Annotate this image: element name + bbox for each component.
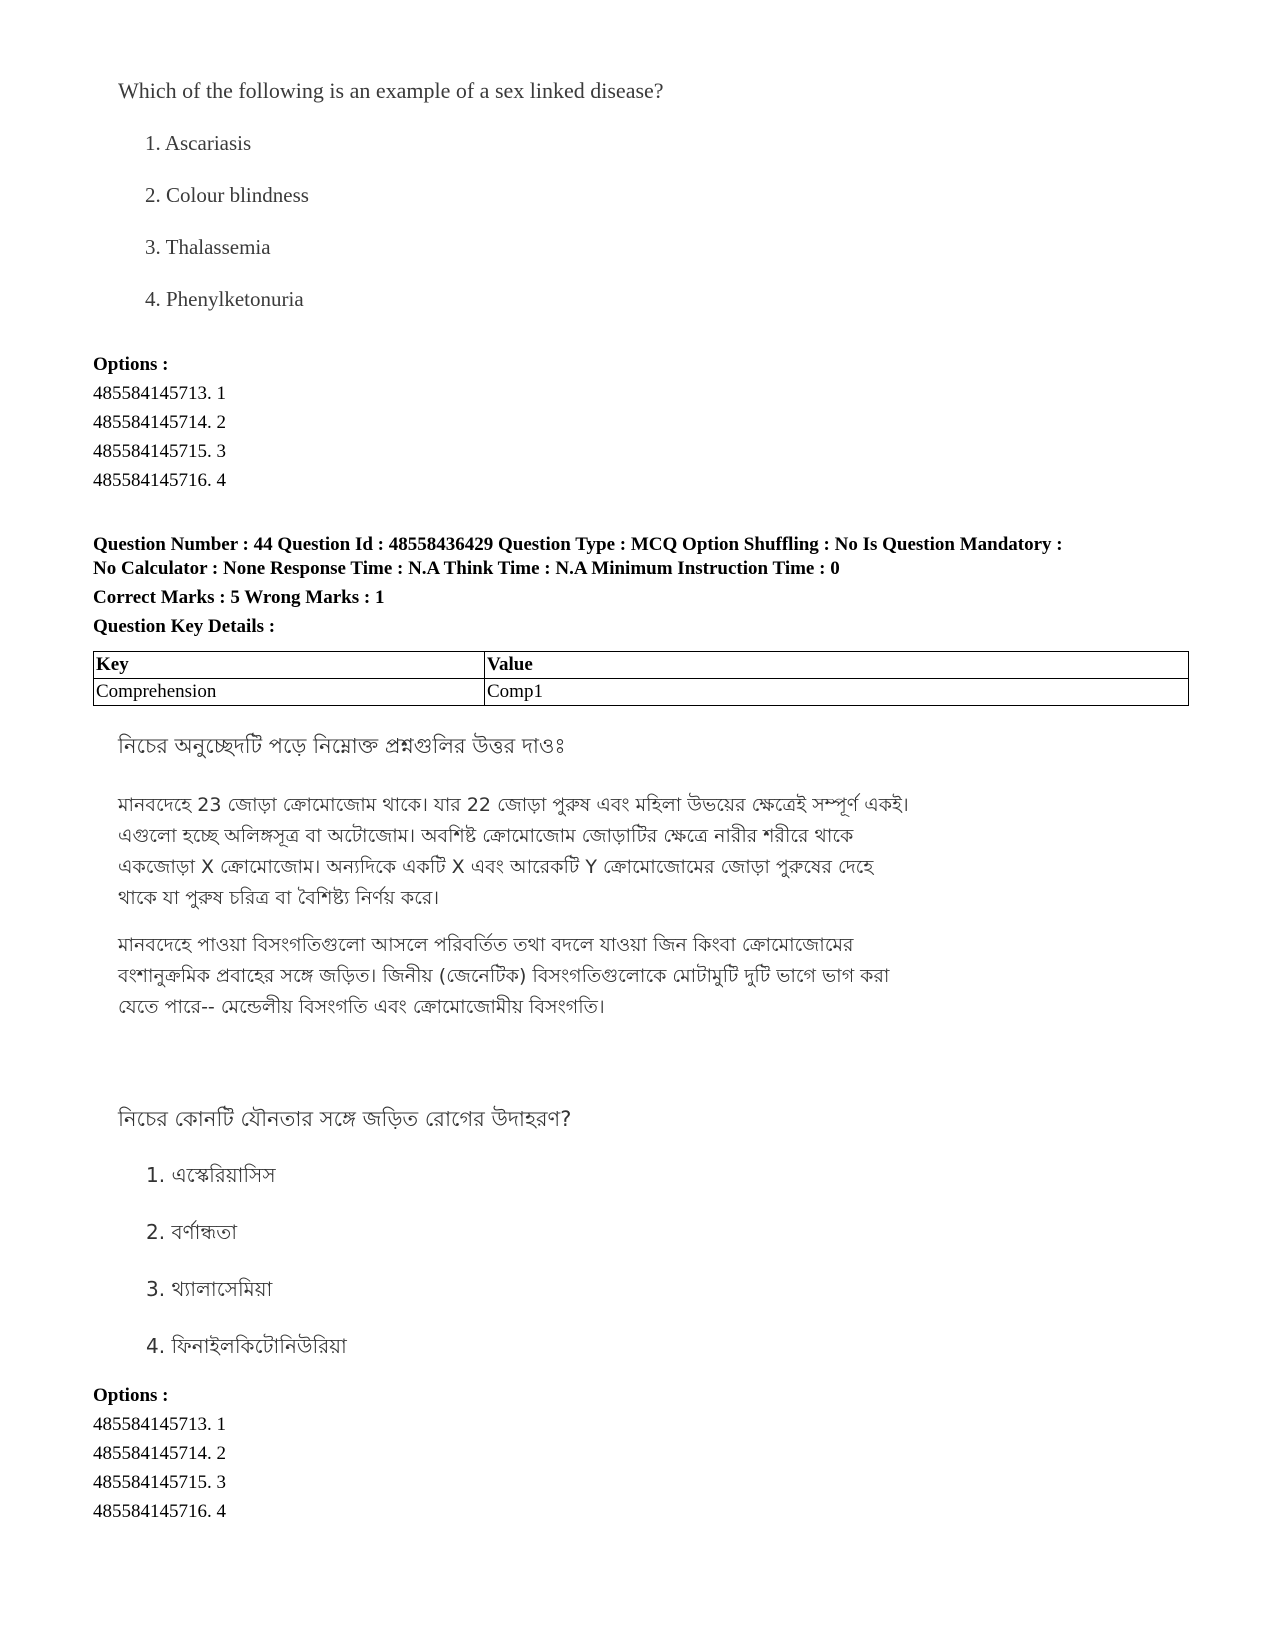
options-label: Options : bbox=[93, 354, 169, 375]
passage-line: থাকে যা পুরুষ চরিত্র বা বৈশিষ্ট্য নির্ণয় করে। bbox=[118, 887, 440, 909]
bengali-question-image bbox=[118, 1103, 818, 1373]
bengali-passage-image bbox=[118, 730, 1168, 1030]
option-id-line: 485584145713. 1 bbox=[93, 1414, 226, 1435]
table-header-key: Key bbox=[94, 652, 485, 679]
option-id-line: 485584145715. 3 bbox=[93, 441, 226, 462]
english-option-1: 1. Ascariasis bbox=[145, 131, 252, 155]
option-id-line: 485584145715. 3 bbox=[93, 1472, 226, 1493]
passage-line: মানবদেহে 23 জোড়া ক্রোমোজোম থাকে। যার 22 জোড়া পুরুষ এবং মহিলা উভয়ের ক্ষেত্রেই সম্পূর্ণ একই। bbox=[118, 794, 909, 816]
bengali-question-text: নিচের কোনটি যৌনতার সঙ্গে জড়িত রোগের উদাহরণ? bbox=[118, 1107, 572, 1131]
marks-line: Correct Marks : 5 Wrong Marks : 1 bbox=[93, 587, 385, 608]
bengali-option-3: 3. থ্যালাসেমিয়া bbox=[146, 1277, 273, 1301]
table-header-value: Value bbox=[485, 652, 1189, 679]
options-block-1 bbox=[93, 350, 226, 495]
passage-instruction: নিচের অনুচ্ছেদটি পড়ে নিম্নোক্ত প্রশ্নগুলির উত্তর দাওঃ bbox=[118, 734, 566, 758]
passage-line: মানবদেহে পাওয়া বিসংগতিগুলো আসলে পরিবর্তিত তথা বদলে যাওয়া জিন কিংবা ক্রোমোজোমের bbox=[118, 934, 854, 956]
options-block-2 bbox=[93, 1381, 226, 1526]
question-meta bbox=[93, 533, 1063, 581]
key-details-label: Question Key Details : bbox=[93, 616, 276, 637]
passage-line: যেতে পারে-- মেন্ডেলীয় বিসংগতি এবং ক্রোমোজোমীয় বিসংগতি। bbox=[118, 996, 605, 1018]
passage-line: বংশানুক্রমিক প্রবাহের সঙ্গে জড়িত। জিনীয় (জেনেটিক) বিসংগতিগুলোকে মোটামুটি দুটি ভাগে ভাগ করা bbox=[118, 965, 890, 987]
table-cell-value: Comp1 bbox=[485, 679, 1189, 706]
bengali-option-1: 1. এস্কেরিয়াসিস bbox=[146, 1163, 276, 1187]
bengali-option-4: 4. ফিনাইলকিটোনিউরিয়া bbox=[146, 1334, 347, 1358]
passage-paragraph-2 bbox=[118, 930, 889, 1023]
english-question-image bbox=[118, 78, 818, 328]
option-id-line: 485584145714. 2 bbox=[93, 412, 226, 433]
question-meta-line-1: Question Number : 44 Question Id : 48558436429 Question Type : MCQ Option Shuffling : No Is Question Mandatory : bbox=[93, 534, 1063, 555]
passage-line: একজোড়া X ক্রোমোজোম। অন্যদিকে একটি X এবং আরেকটি Y ক্রোমোজোমের জোড়া পুরুষের দেহে bbox=[118, 856, 874, 878]
options-label: Options : bbox=[93, 1385, 169, 1406]
english-option-2: 2. Colour blindness bbox=[145, 183, 309, 207]
english-option-4: 4. Phenylketonuria bbox=[145, 287, 304, 311]
option-id-line: 485584145716. 4 bbox=[93, 1501, 226, 1522]
passage-line: এগুলো হচ্ছে অলিঙ্গসূত্র বা অটোজোম। অবশিষ্ট ক্রোমোজোম জোড়াটির ক্ষেত্রে নারীর শরীরে থাকে bbox=[118, 825, 854, 847]
table-header-row bbox=[94, 652, 1189, 679]
table-cell-key: Comprehension bbox=[94, 679, 485, 706]
english-question-text: Which of the following is an example of a sex linked disease? bbox=[118, 78, 664, 103]
option-id-line: 485584145716. 4 bbox=[93, 470, 226, 491]
english-option-3: 3. Thalassemia bbox=[145, 235, 271, 259]
table-row bbox=[94, 679, 1189, 706]
passage-paragraph-1 bbox=[118, 790, 909, 914]
option-id-line: 485584145714. 2 bbox=[93, 1443, 226, 1464]
key-details-table bbox=[93, 651, 1189, 706]
bengali-option-2: 2. বর্ণান্ধতা bbox=[146, 1220, 238, 1244]
question-meta-line-2: No Calculator : None Response Time : N.A Think Time : N.A Minimum Instruction Time : 0 bbox=[93, 558, 840, 579]
option-id-line: 485584145713. 1 bbox=[93, 383, 226, 404]
